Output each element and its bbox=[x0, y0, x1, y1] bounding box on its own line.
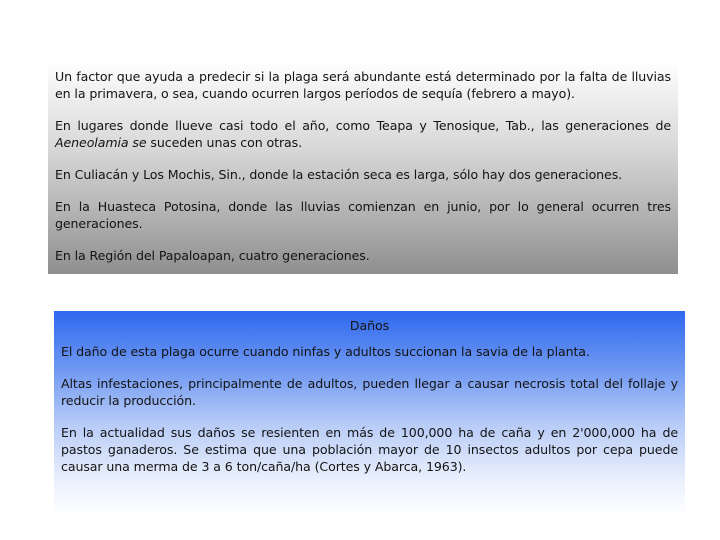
paragraph-tabasco-text-end: suceden unas con otras. bbox=[146, 135, 303, 150]
paragraph-drought-predictor: Un factor que ayuda a predecir si la plaga será abundante está determinado por la falta de lluvias en la primavera, o sea, cuando ocurren largos períodos de sequía (febrero a mayo). bbox=[55, 69, 671, 101]
damage-title: Daños bbox=[349, 318, 390, 333]
paragraph-sinaloa: En Culiacán y Los Mochis, Sin., donde la estación seca es larga, sólo hay dos generaciones. bbox=[55, 167, 623, 182]
paragraph-huasteca: En la Huasteca Potosina, donde las lluvias comienzan en junio, por lo general ocurren tres generaciones. bbox=[55, 199, 671, 231]
rainfall-generations-panel bbox=[48, 63, 678, 274]
paragraph-tabasco-text-start: En lugares donde llueve casi todo el año, como Teapa y Tenosique, Tab., las generaciones de bbox=[55, 118, 671, 133]
paragraph-damage-cause: El daño de esta plaga ocurre cuando ninfas y adultos succionan la savia de la planta. bbox=[61, 344, 590, 359]
paragraph-papaloapan: En la Región del Papaloapan, cuatro generaciones. bbox=[55, 248, 370, 263]
paragraph-tabasco bbox=[55, 117, 671, 151]
species-name: Aeneolamia se bbox=[55, 135, 147, 150]
paragraph-infestation: Altas infestaciones, principalmente de adultos, pueden llegar a causar necrosis total del follaje y reducir la producción. bbox=[61, 376, 678, 408]
damage-panel bbox=[54, 311, 685, 516]
paragraph-damage-extent: En la actualidad sus daños se resienten en más de 100,000 ha de caña y en 2'000,000 ha de pastos ganaderos. Se estima que una población mayor de 10 insectos adultos por cepa puede causar una merma de 3 a 6 ton/caña/ha (Cortes y Abarca, 1963). bbox=[61, 425, 678, 474]
